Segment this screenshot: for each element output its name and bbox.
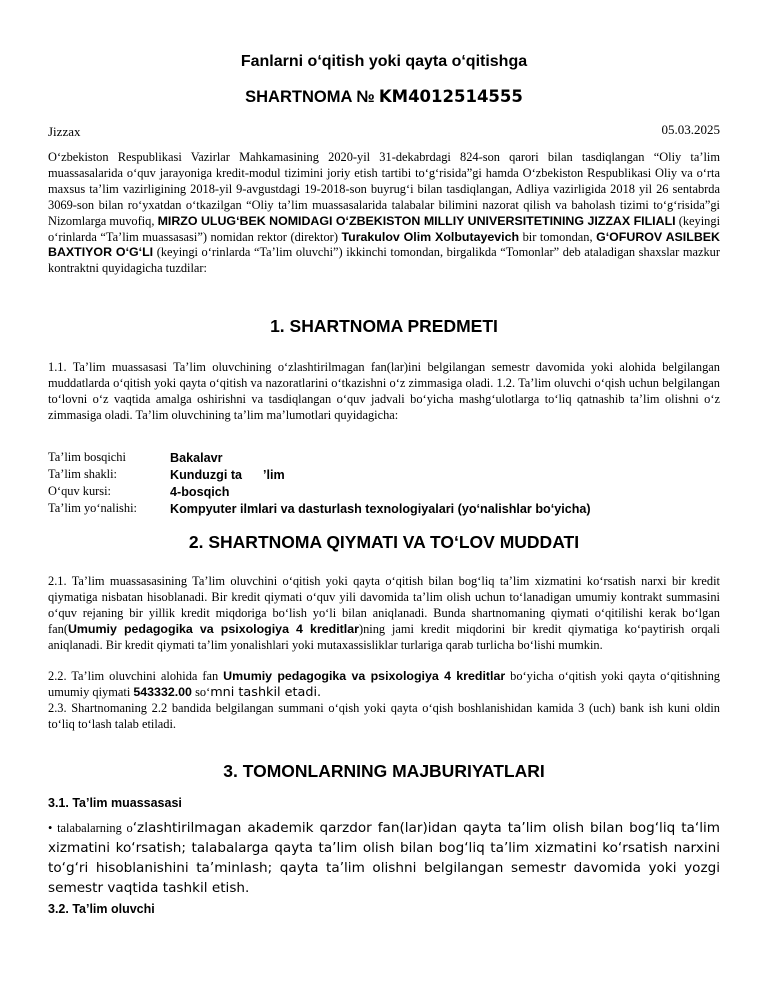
university-name: MIRZO ULUG‘BEK NOMIDAGI O‘ZBEKISTON MILLIY UNIVERSITETINING JIZZAX FILIALI <box>157 213 676 228</box>
p21-text-1: 2.1. Ta’lim muassasasining Ta’lim oluvchini o‘qitish yoki qayta o‘qitish bilan bog‘liq ta’lim xizmatini ko‘rsatish narxi bir kredit qiymatiga nisbatan hisoblanadi. Bir kredit qiymati o‘quv yili davomida ta’lim olish uchun to‘lanadigan umumiy kontrakt summasini o‘quv rejaning bir yillik kredit miqdoriga bo‘lish yo‘li bilan aniqlanadi. Bunda shartnomaning qiymati o‘qitilishi kerak bo‘lgan fan( <box>48 574 720 636</box>
info-value: Bakalavr <box>170 450 223 465</box>
p22-text-1: 2.2. Ta’lim oluvchini alohida fan <box>48 669 219 683</box>
info-value: Kunduzgi ta ’lim <box>170 467 285 482</box>
section3-sub2: 3.2. Ta’lim oluvchi <box>48 902 155 916</box>
section2-paragraph-3: 2.3. Shartnomaning 2.2 bandida belgilangan summani o‘qish yoki qayta o‘qish boshlanishidan kamida 3 (uch) bank ish kuni oldin to‘liq to‘lash talab etiladi. <box>48 701 720 731</box>
subject-name-2: Umumiy pedagogika va psixologiya 4 kreditlar <box>223 669 506 683</box>
info-label: Ta’lim bosqichi <box>48 450 126 464</box>
p21-text-2: )ning jami kredit miqdorini bir kredit qiymatiga ko‘paytirish orqali aniqlanadi. Bir kredit qiymati ta’lim yonalishlari yoki mutaxassisliklar turlariga qarab turlicha bo‘lishi mumkin. <box>48 621 721 652</box>
education-info-table <box>48 449 591 517</box>
contract-number-line <box>0 87 768 107</box>
intro-text-3: bir tomondan, <box>522 229 593 244</box>
section3-bullet <box>48 818 720 898</box>
info-value: Kompyuter ilmlari va dasturlash texnologiyalari (yo‘nalishlar bo‘yicha) <box>170 501 591 516</box>
section3-heading: 3. TOMONLARNING MAJBURIYATLARI <box>223 761 545 781</box>
info-row <box>48 466 591 483</box>
section3-sub1: 3.1. Ta’lim muassasasi <box>48 796 182 810</box>
info-label: Ta’lim shakli: <box>48 467 117 481</box>
intro-paragraph <box>48 150 720 277</box>
intro-text-2: (keyingi o‘rinlarda “Ta’lim muassasasi”) nomidan rektor (direktor) <box>48 213 721 244</box>
subject-name: Umumiy pedagogika va psixologiya 4 kreditlar <box>67 621 359 636</box>
contract-label: SHARTNOMA № <box>245 88 375 106</box>
p22-text-4: mni tashkil etadi. <box>210 684 322 700</box>
info-value: 4-bosqich <box>170 484 230 499</box>
info-label: O‘quv kursi: <box>48 484 111 498</box>
p22-text-2: bo‘yicha o‘qitish yoki qayta o‘qitishning umumiy qiymati <box>48 669 720 699</box>
document-title: Fanlarni o‘qitish yoki qayta o‘qitishga <box>240 53 528 70</box>
section1-paragraph: 1.1. Ta’lim muassasasi Ta’lim oluvchining o‘zlashtirilmagan fan(lar)ini belgilangan semestr davomida yoki alohida belgilangan muddatlarda o‘qitish yoki qayta o‘qitish va nazoratlarini o‘tkazishni o‘z zimmasiga oladi. 1.2. Ta’lim oluvchi o‘qish uchun belgilangan to‘lovni o‘z vaqtida amalga oshirishni va tasdiqlangan o‘quv jadvali bo‘yicha mashg‘ulotlarga to‘liq qatnashib ta’lim olishni o‘z zimmasiga oladi. Ta’lim oluvchining ta’lim ma’lumotlari quyidagicha: <box>48 360 720 422</box>
section2-heading: 2. SHARTNOMA QIYMATI VA TO‘LOV MUDDATI <box>188 532 580 552</box>
student-name: G‘OFUROV ASILBEK BAXTIYOR O‘G‘LI <box>48 229 720 260</box>
bullet-prefix: • talabalarning o <box>48 821 133 835</box>
contract-number: KM4012514555 <box>378 87 523 106</box>
city: Jizzax <box>48 124 81 139</box>
rector-name: Turakulov Olim Xolbutayevich <box>341 229 520 244</box>
contract-amount: 543332.00 <box>133 684 192 699</box>
bullet-text: ‘zlashtirilmagan akademik qarzdor fan(lar)idan qayta ta’lim olish bilan bog‘liq ta‘lim xizmatini ko‘rsatish; talabalarga qayta ta’lim olish bilan bog‘liq ta’lim xizmatini ko‘rsatish narxini to‘g‘ri hisoblanishini ta’minlash; qayta ta’lim olishni belgilangan semestr davomida yoki yozgi semestr vaqtida tashkil etish. <box>48 820 720 896</box>
p22-text-3: so‘ <box>195 684 211 699</box>
info-row <box>48 483 591 500</box>
education-info <box>48 449 591 517</box>
date: 05.03.2025 <box>661 122 720 137</box>
info-row <box>48 449 591 466</box>
section2-paragraph-1 <box>48 574 720 654</box>
section1-heading: 1. SHARTNOMA PREDMETI <box>270 316 498 336</box>
section2-paragraph-2 <box>48 669 720 701</box>
intro-text-1: O‘zbekiston Respublikasi Vazirlar Mahkamasining 2020-yil 31-dekabrdagi 824-son qarori bilan tasdiqlangan “Oliy ta’lim muassasalarida o‘quv jarayoniga kredit-modul tizimini joriy etish tartibi to‘g‘risida”gi hamda O‘zbekiston Respublikasi Oliy va o‘rta maxsus ta’lim vazirligining 2018-yil 9-avgustdagi 19-2018-son buyrug‘i bilan tasdiqlangan, Adliya vazirligida 2018 yil 26 sentabrda 3069-son bilan ro‘yxatdan o‘tkazilgan “Oliy ta’lim muassasalarida talabalar bilimini nazorat qilish va baholash tizimi to‘g‘risida”gi Nizomlarga muvofiq, <box>48 150 720 228</box>
intro-text-4: (keyingi o‘rinlarda “Ta’lim oluvchi”) ikkinchi tomondan, birgalikda “Tomonlar” deb ataladigan shaxslar mazkur kontraktni quyidagicha tuzdilar: <box>48 245 720 276</box>
info-row <box>48 500 591 517</box>
info-label: Ta’lim yo‘nalishi: <box>48 501 137 515</box>
